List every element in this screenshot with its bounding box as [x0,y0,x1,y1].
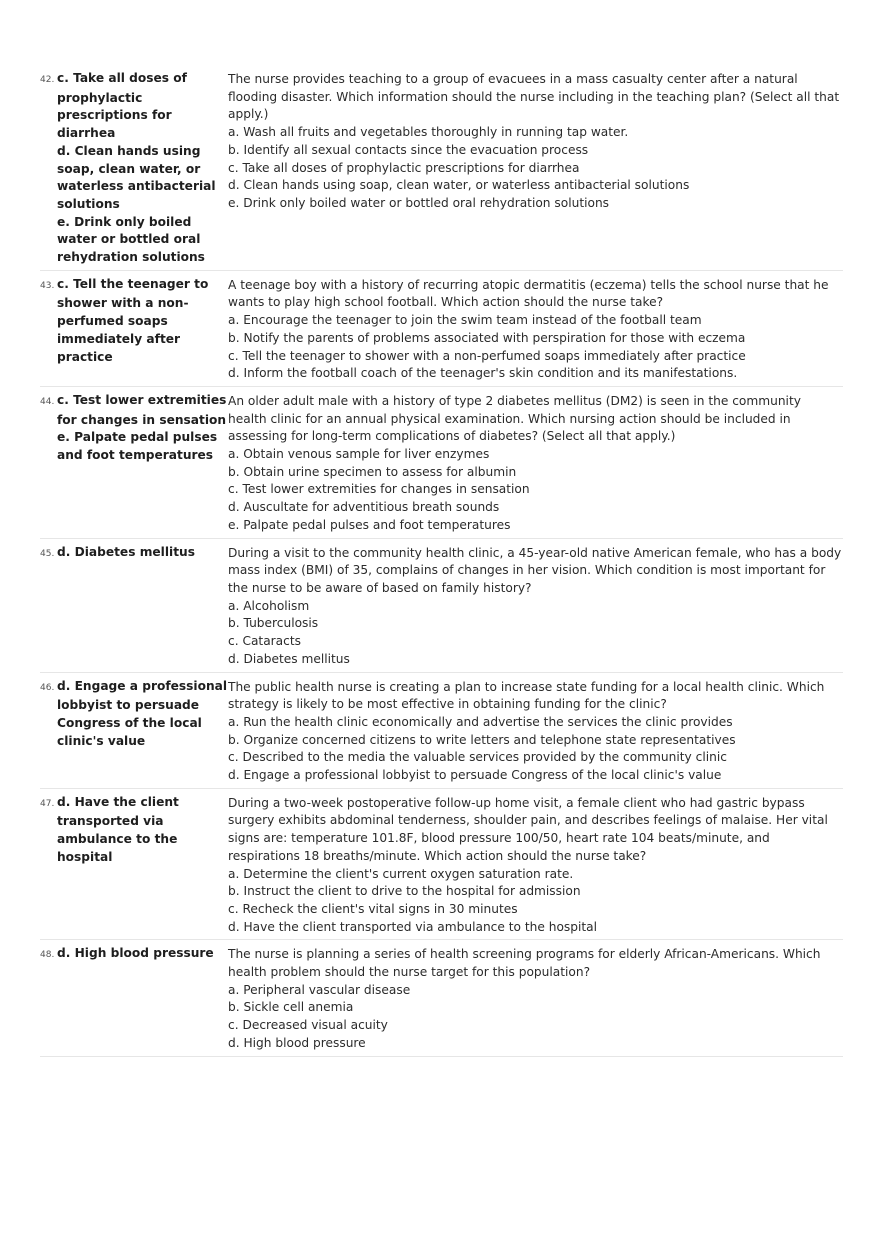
question-option: a. Wash all fruits and vegetables thoroughly in running tap water. [228,125,629,140]
question-stem: The nurse provides teaching to a group of evacuees in a mass casualty center after a natural flooding disaster. Which information should the nurse including in the teaching plan? (Select all that apply.) [228,72,840,122]
answer-line: soap, clean water, or [57,161,201,176]
answer-line: water or bottled oral [57,232,201,247]
question-option: b. Instruct the client to drive to the hospital for admission [228,884,581,899]
question-block [40,539,843,673]
question-option: a. Run the health clinic economically and advertise the services the clinic provides [228,714,733,729]
answer-line: hospital [57,849,113,864]
question-option: c. Tell the teenager to shower with a non-perfumed soaps immediately after practice [228,348,746,363]
question-option: d. Clean hands using soap, clean water, or waterless antibacterial solutions [228,178,690,193]
question-block [40,789,843,941]
question-stem: During a visit to the community health clinic, a 45-year-old native American female, who has a body mass index (BMI) of 35, complains of changes in her vision. Which condition is most important for the nurse to be aware of based on family history? [228,545,842,595]
answer-line: immediately after [57,331,181,346]
answer-line: d. Clean hands using [57,143,201,158]
question-option: d. Have the client transported via ambulance to the hospital [228,919,598,934]
question-option: c. Test lower extremities for changes in sensation [228,482,530,497]
answer-line: solutions [57,196,120,211]
question-option: d. Auscultate for adventitious breath sounds [228,500,500,515]
answer-line: lobbyist to persuade [57,698,200,713]
question-stem: The nurse is planning a series of health screening programs for elderly African-Americans. Which health problem should the nurse target for this population? [228,947,821,980]
answer-line: prophylactic [57,90,143,105]
answer-line: rehydration solutions [57,250,205,265]
answer-key [40,794,228,937]
question-option: d. Engage a professional lobbyist to persuade Congress of the local clinic's value [228,768,722,783]
question-option: a. Encourage the teenager to join the swim team instead of the football team [228,313,702,328]
question-number: 44. [40,396,55,407]
answer-line: shower with a non- [57,296,189,311]
question-block [40,673,843,789]
answer-line: c. Tell the teenager to [57,276,209,291]
question-block [40,271,843,387]
question-option: b. Notify the parents of problems associated with perspiration for those with eczema [228,330,746,345]
answer-line: d. Diabetes mellitus [57,544,195,559]
answer-line: c. Take all doses of [57,71,187,85]
answer-line: d. High blood pressure [57,946,214,961]
answer-line: transported via [57,814,164,829]
question-content [228,544,843,669]
question-option: a. Determine the client's current oxygen saturation rate. [228,866,574,881]
question-stem: A teenage boy with a history of recurring atopic dermatitis (eczema) tells the school nurse that he wants to play high school football. Which action should the nurse take? [228,277,829,310]
question-option: a. Obtain venous sample for liver enzymes [228,447,490,462]
answer-line: d. Have the client [57,794,179,809]
question-content [228,945,843,1052]
question-option: a. Peripheral vascular disease [228,982,411,997]
answer-line: c. Test lower extremities [57,392,227,407]
answer-line: prescriptions for diarrhea [57,108,172,141]
question-stem: During a two-week postoperative follow-up home visit, a female client who had gastric bypass surgery exhibits abdominal tenderness, shoulder pain, and describes feelings of malaise. Her vital signs are: temperature 101.8F, blood pressure 100/50, heart rate 104 beats/minute, and respirations 18 breaths/minute. Which action should the nurse take? [228,795,828,863]
question-content [228,678,843,785]
question-content [228,70,843,267]
answer-key [40,945,228,1052]
question-option: c. Described to the media the valuable services provided by the community clinic [228,750,727,765]
answer-line: clinic's value [57,733,146,748]
question-option: b. Sickle cell anemia [228,1000,354,1015]
answer-key [40,678,228,785]
question-option: d. Inform the football coach of the teenager's skin condition and its manifestations. [228,366,738,381]
question-stem: An older adult male with a history of type 2 diabetes mellitus (DM2) is seen in the community health clinic for an annual physical examination. Which nursing action should be included in assessing for long-term complications of diabetes? (Select all that apply.) [228,393,801,444]
question-number: 43. [40,280,55,291]
answer-line: d. Engage a professional [57,678,228,693]
question-option: d. Diabetes mellitus [228,651,350,666]
answer-line: for changes in sensation [57,412,227,427]
answer-line: ambulance to the [57,832,178,847]
answer-line: e. Palpate pedal pulses [57,430,218,445]
answer-key [40,70,228,267]
answer-key [40,276,228,383]
question-content [228,794,843,937]
question-content [228,392,843,535]
question-block [40,70,843,271]
question-option: d. High blood pressure [228,1035,366,1050]
answer-line: and foot temperatures [57,448,214,463]
answer-line: perfumed soaps [57,314,168,329]
question-option: c. Decreased visual acuity [228,1018,388,1033]
question-option: b. Tuberculosis [228,616,319,631]
question-option: e. Drink only boiled water or bottled oral rehydration solutions [228,195,610,210]
question-option: c. Cataracts [228,634,301,649]
question-number: 48. [40,950,55,961]
question-number: 45. [40,548,55,559]
answer-key [40,544,228,669]
question-stem: The public health nurse is creating a plan to increase state funding for a local health clinic. Which strategy is likely to be most effective in obtaining funding for the clinic? [228,679,825,712]
question-content [228,276,843,383]
question-option: a. Alcoholism [228,598,310,613]
answer-line: e. Drink only boiled [57,214,192,229]
answer-line: waterless antibacterial [57,179,216,194]
question-block [40,940,843,1056]
answer-key [40,392,228,535]
question-number: 47. [40,798,55,809]
question-block [40,387,843,539]
answer-line: Congress of the local [57,715,202,730]
question-number: 46. [40,682,55,693]
question-option: c. Recheck the client's vital signs in 30 minutes [228,901,518,916]
question-number: 42. [40,75,55,85]
answer-line: practice [57,349,113,364]
question-option: b. Identify all sexual contacts since the evacuation process [228,142,589,157]
question-option: e. Palpate pedal pulses and foot temperatures [228,517,511,532]
question-option: b. Organize concerned citizens to write letters and telephone state representatives [228,732,736,747]
question-option: c. Take all doses of prophylactic prescriptions for diarrhea [228,160,580,175]
question-option: b. Obtain urine specimen to assess for albumin [228,464,517,479]
